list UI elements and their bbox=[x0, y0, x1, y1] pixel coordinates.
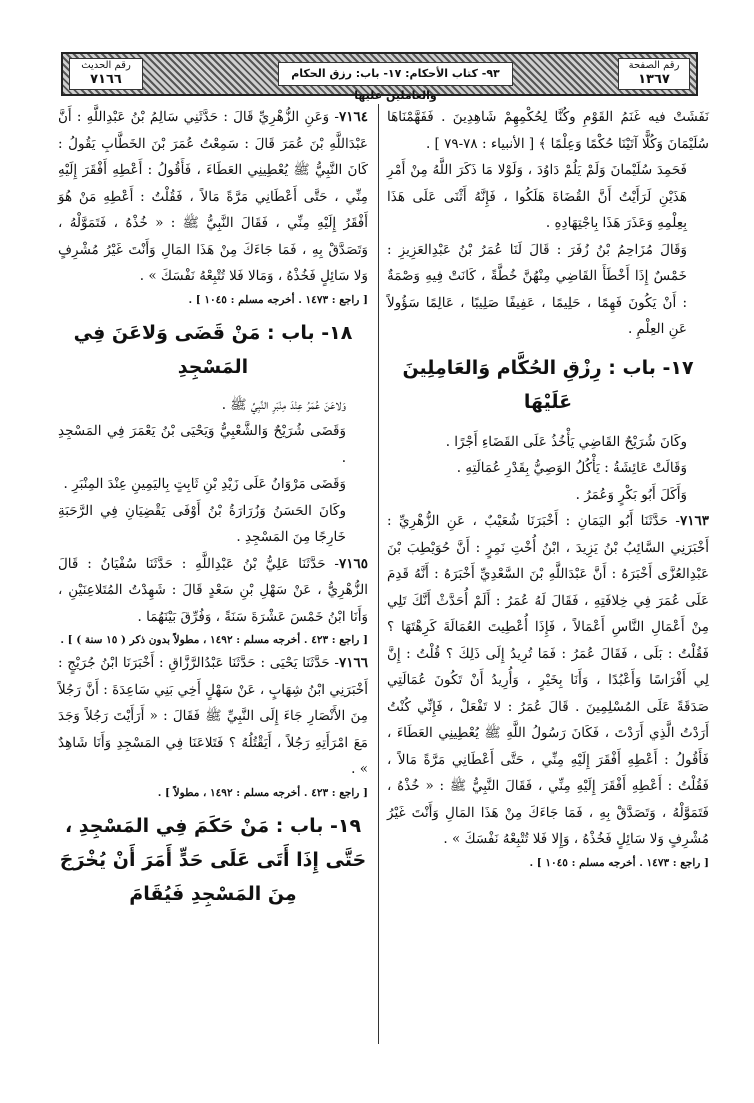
paragraph: وَقَالَتْ عَائِشَةُ : يَأْكُلُ الوَصِيُّ بِقَدْرِ عُمَالَتِهِ . bbox=[456, 460, 687, 476]
hadith-number-label: رقم الحديث bbox=[81, 60, 131, 71]
hadith-number-7165: ٧١٦٥ bbox=[338, 555, 368, 572]
hadith-reference: [ راجع : ١٤٧٣ . أخرجه مسلم : ١٠٤٥ ] . bbox=[188, 293, 368, 306]
paragraph: وَقَالَ مُزَاحِمُ بْنُ زُفَرَ : قَالَ لَنَا عُمَرُ بْنُ عَبْدِالعَزِيزِ : خَمْسٌ إِذَا أَخْطَأَ القَاضِي مِنْهُنَّ خُطَّةً ، كَانَتْ فِيهِ وَصْمَةٌ : أَنْ يَكُونَ فَهِمًا ، حَلِيمًا ، عَفِيفًا صَلِيبًا ، عَالِمًا سَؤُولاً عَنِ العِلْمِ . bbox=[387, 241, 687, 337]
page-number-label: رقم الصفحة bbox=[628, 60, 680, 71]
hadith-7165 bbox=[58, 551, 368, 631]
hadith-reference: [ راجع : ٤٢٣ . أخرجه مسلم : ١٤٩٢ ، مطولاً بدون ذكر ( ١٥ سنة ) ] . bbox=[60, 634, 368, 646]
page-header bbox=[61, 52, 698, 102]
hadith-reference: [ راجع : ١٤٧٣ . أخرجه مسلم : ١٠٤٥ ] . bbox=[529, 856, 709, 869]
paragraph: وَلاعَنَ عُمَرُ عِنْدَ مِنْبَرِ النَّبِيِّ ﷺ . bbox=[221, 396, 346, 413]
paragraph: وَأَكَلَ أَبُو بَكْرٍ وَعُمَرُ . bbox=[575, 486, 687, 503]
left-column bbox=[58, 104, 368, 911]
quran-quote: نَفَشَتْ فيه غَنَمُ القَوْمِ وكُنَّا لِحُكْمِهِمْ شَاهِدِينَ . فَفَهَّمْنَاهَا سُلَيْمَانَ وَكُلًّا آتَيْنَا حُكْمًا وَعِلْمًا ﴾ [ الأنبياء : ٧٨-٧٩ ] . bbox=[387, 109, 709, 152]
right-column bbox=[387, 104, 709, 873]
page-number-box bbox=[618, 58, 690, 90]
hadith-number-7164: ٧١٦٤ bbox=[338, 109, 368, 125]
hadith-number-7166: ٧١٦٦ bbox=[338, 655, 368, 671]
header-title: ٩٣- كتاب الأحكام: ١٧- باب: رزق الحكام والعاملين عليها bbox=[278, 62, 513, 86]
paragraph: وكَانَ شُرَيْحٌ القَاضِي يَأْخُذُ عَلَى القَضَاءِ أَجْرًا . bbox=[445, 433, 687, 450]
page-number: ١٣٦٧ bbox=[638, 72, 670, 87]
hadith-7166 bbox=[58, 650, 368, 783]
hadith-7163 bbox=[387, 508, 709, 853]
chapter-heading-18: ١٨- باب : مَنْ قَضَى وَلاعَنَ فِي المَسْجِدِ bbox=[73, 321, 353, 378]
paragraph: فَحَمِدَ سُلَيْمانَ وَلَمْ يَلُمْ دَاوُدَ ، وَلَوْلا مَا ذَكَرَ اللَّهُ مِنْ أَمْرِ هَذَيْنِ لَرَأَيْتُ أَنَّ القُضَاةَ هَلَكُوا ، فَإِنَّهُ أَثْنَى عَلَى هَذَا بِعِلْمِهِ وَعَذَرَ هَذَا بِاجْتِهَادِهِ . bbox=[387, 162, 687, 231]
column-divider bbox=[378, 104, 379, 1044]
hadith-text: - حَدَّثَنَا يَحْيَى : حَدَّثَنَا عَبْدُالرَّزَّاقِ : أَخْبَرَنَا ابْنُ جُرَيْجٍ : أَخْبَرَنِي ابْنُ شِهَابٍ ، عَنْ سَهْلٍ أَخِي بَنِي سَاعِدَةَ : أَنَّ رَجُلاً مِنَ الأَنْصَارِ جَاءَ إِلَى النَّبِيِّ ﷺ فَقَالَ : « أَرَأَيْتَ رَجُلاً وَجَدَ مَعَ امْرَأَتِهِ رَجُلاً ، أَيَقْتُلُهُ ؟ فَتَلاعَنَا فِي المَسْجِدِ وَأَنَا شَاهِدٌ » . bbox=[58, 655, 368, 777]
hadith-text: - حَدَّثَنَا أَبُو اليَمَانِ : أَخْبَرَنَا شُعَيْبٌ ، عَنِ الزُّهْرِيِّ : أَخْبَرَنِي السَّائِبُ بْنُ يَزِيدَ ، ابْنُ أُخْتِ نَمِرٍ : أَنَّ حُوَيْطِبَ بْنَ عَبْدِالعُزَّى أَخْبَرَهُ : أَنَّ عَبْدَاللَّهِ بْنَ السَّعْدِيِّ أَخْبَرَهُ : أَنَّهُ قَدِمَ عَلَى عُمَرَ فِي خِلافَتِهِ ، فَقَالَ لَهُ عُمَرُ : أَلَمْ أُحَدَّثْ أَنَّكَ تَلِي مِنْ أَعْمَالِ النَّاسِ أَعْمَالاً ، فَإِذَا أُعْطِيتَ العُمَالَةَ كَرِهْتَهَا ؟ فَقُلْتُ : بَلَى ، فَقَالَ عُمَرُ : فَمَا تُرِيدُ إِلَى ذَلِكَ ؟ قُلْتُ : إِنَّ لِي أَفْرَاسًا وَأَعْبُدًا ، وَأَنَا بِخَيْرٍ ، وَأُرِيدُ أَنْ تَكُونَ عُمَالَتِي صَدَقَةً عَلَى المُسْلِمِينَ . قَالَ عُمَرُ : لا تَفْعَلْ ، فَإِنِّي كُنْتُ أَرَدْتُ الَّذِي أَرَدْتَ ، فَكَانَ رَسُولُ اللَّهِ ﷺ يُعْطِينِي العَطَاءَ ، فَأَقُولُ : أَعْطِهِ أَفْقَرَ إِلَيْهِ مِنِّي ، حَتَّى أَعْطَانِي مَرَّةً مَالاً ، فَقُلْتُ : أَعْطِهِ أَفْقَرَ إِلَيْهِ مِنِّي ، فَقَالَ النَّبِيُّ ﷺ : « خُذْهُ ، فَتَمَوَّلْهُ ، وَتَصَدَّقْ بِهِ ، فَمَا جَاءَكَ مِنْ هَذَا المَالِ وَأَنْتَ غَيْرُ مُشْرِفٍ وَلا سَائِلٍ فَخُذْهُ ، وَإِلا فَلا تُتْبِعْهُ نَفْسَكَ » . bbox=[387, 513, 709, 847]
paragraph: وَقَضَى شُرَيْحٌ وَالشَّعْبِيُّ وَيَحْيَى بْنُ يَعْمَرَ فِي المَسْجِدِ . bbox=[58, 423, 346, 466]
hadith-number-box bbox=[69, 58, 143, 90]
hadith-reference: [ راجع : ٤٢٣ . أخرجه مسلم : ١٤٩٢ ، مطولاً ] . bbox=[157, 786, 368, 799]
paragraph: وكَانَ الحَسَنُ وَزُرَارَةُ بْنُ أَوْفَى يَقْضِيَانِ فِي الرَّحَبَةِ خَارِجًا مِنَ المَسْجِدِ . bbox=[58, 502, 346, 545]
hadith-7164 bbox=[58, 104, 368, 290]
chapter-heading-17: ١٧- باب : رِزْقِ الحُكَّام وَالعَامِلِينَ عَلَيْهَا bbox=[402, 356, 694, 413]
hadith-text: - وَعَنِ الزُّهْرِيِّ قَالَ : حَدَّثَنِي سَالِمُ بْنُ عَبْدِاللَّهِ : أَنَّ عَبْدَاللَّهِ بْنَ عُمَرَ قَالَ : سَمِعْتُ عُمَرَ بْنَ الخَطَّابِ يَقُولُ : كَانَ النَّبِيُّ ﷺ يُعْطِينِي العَطَاءَ ، فَأَقُولُ : أَعْطِهِ أَفْقَرَ إِلَيْهِ مِنِّي ، حَتَّى أَعْطَانِي مَرَّةً مَالاً ، فَقُلْتُ : أَعْطِهِ مَنْ هُوَ أَفْقَرُ إِلَيْهِ مِنِّي ، فَقَالَ النَّبِيُّ ﷺ : « خُذْهُ ، فَتَمَوَّلْهُ ، وَتَصَدَّقْ بِهِ ، فَمَا جَاءَكَ مِنْ هَذَا المَالِ وَأَنْتَ غَيْرُ مُشْرِفٍ وَلا سَائِلٍ فَخُذْهُ ، وَمَالا فَلا تُتْبِعْهُ نَفْسَكَ » . bbox=[58, 109, 368, 284]
hadith-text: - حَدَّثَنَا عَلِيُّ بْنُ عَبْدِاللَّهِ : حَدَّثَنَا سُفْيَانُ : قَالَ الزُّهْرِيُّ ، عَنْ سَهْلِ بْنِ سَعْدٍ قَالَ : شَهِدْتُ المُتَلاعِنَيْنِ ، وَأَنَا ابْنُ خَمْسَ عَشْرَةَ سَنَةً ، وَفُرِّقَ بَيْنَهُمَا . bbox=[58, 555, 368, 625]
chapter-heading-19: ١٩- باب : مَنْ حَكَمَ فِي المَسْجِدِ ، حَتَّى إِذَا أَتَى عَلَى حَدٍّ أَمَرَ أَنْ يُخْرَجَ مِنَ المَسْجِدِ فَيُقَامَ bbox=[59, 814, 367, 905]
hadith-number-7163: ٧١٦٣ bbox=[679, 513, 709, 529]
hadith-number: ٧١٦٦ bbox=[90, 72, 122, 87]
paragraph: وَقَضَى مَرْوَانُ عَلَى زَيْدِ بْنِ ثَابِتٍ بِاليَمِينِ عِنْدَ المِنْبَرِ . bbox=[63, 476, 346, 492]
